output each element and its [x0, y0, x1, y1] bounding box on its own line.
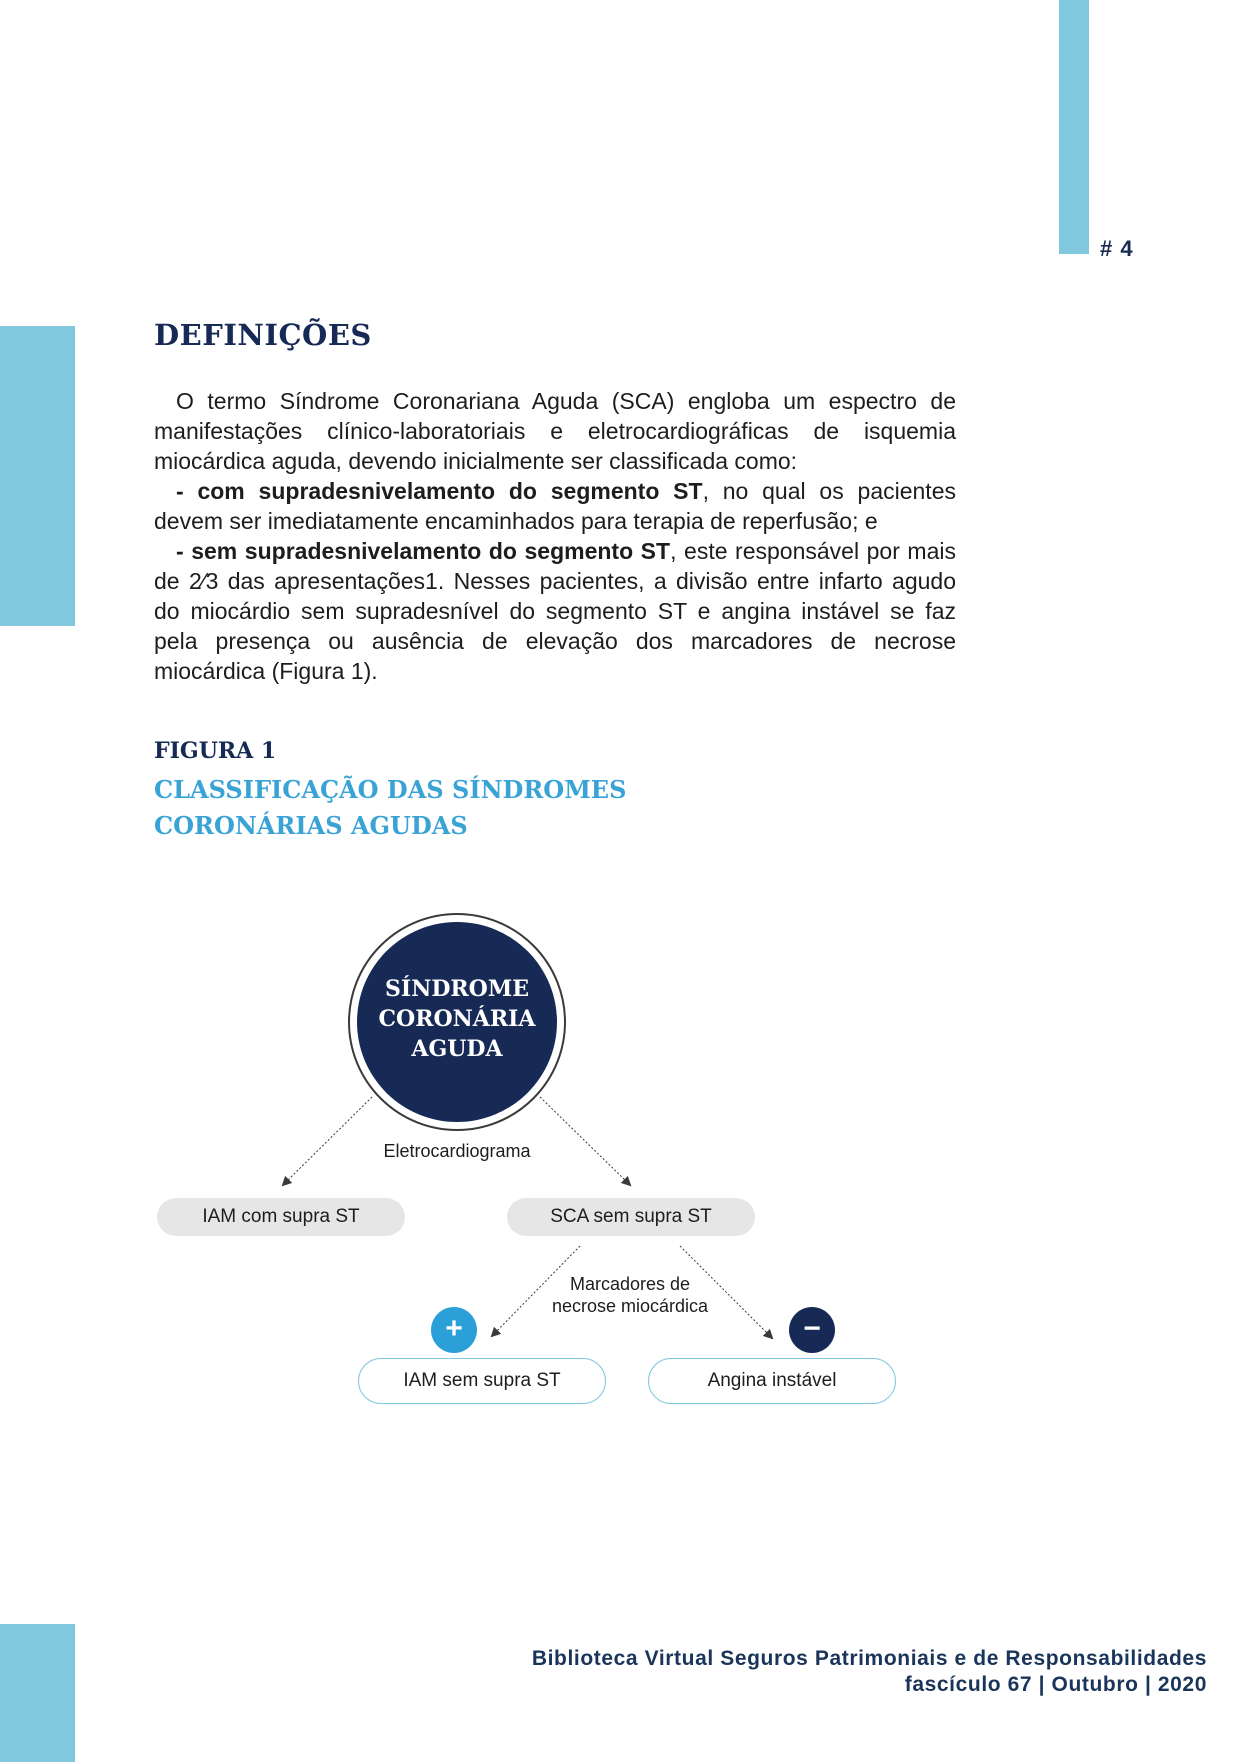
ecg-edge-label: Eletrocardiograma	[383, 1141, 531, 1161]
figure-label: FIGURA 1	[154, 738, 277, 764]
item1-bold: - com supradesnivelamento do segmento ST	[176, 478, 703, 504]
minus-icon: −	[789, 1307, 835, 1353]
edge-root-left	[283, 1097, 372, 1185]
item1-text: , no qual os pacientes devem ser imediatamente encaminhados para terapia de reperfusão; e	[154, 478, 956, 534]
node-sca-sem-supra: SCA sem supra ST	[507, 1198, 755, 1236]
page-number: # 4	[1100, 236, 1134, 261]
plus-icon: +	[431, 1307, 477, 1353]
intro-paragraph: O termo Síndrome Coronariana Aguda (SCA) engloba um espectro de manifestações clínico-laboratoriais e eletrocardiográficas de isquemia miocárdica aguda, devendo inicialmente ser classificada como:	[154, 388, 956, 474]
edge-root-right	[540, 1097, 630, 1185]
section-title: DEFINIÇÕES	[154, 318, 372, 352]
figure-title: CLASSIFICAÇÃO DAS SÍNDROMES CORONÁRIAS AGUDAS	[154, 775, 627, 840]
item2-bold: - sem supradesnivelamento do segmento ST	[176, 538, 671, 564]
footer-publication: Biblioteca Virtual Seguros Patrimoniais e de Responsabilidades	[531, 1647, 1207, 1670]
item2-text: , este responsável por mais de 2⁄3 das apresentações1. Nesses pacientes, a divisão entre infarto agudo do miocárdio sem supradesnível do segmento ST e angina instável se faz pela presença ou ausência de elevação dos marcadores de necrose miocárdica (Figura 1).	[154, 538, 956, 684]
markers-edge-label: Marcadores de necrose miocárdica	[551, 1274, 709, 1316]
leaf-iam-sem-supra: IAM sem supra ST	[358, 1358, 606, 1404]
footer	[532, 1646, 1207, 1698]
leaf-angina-instavel: Angina instável	[648, 1358, 896, 1404]
node-iam-com-supra: IAM com supra ST	[157, 1198, 405, 1236]
footer-issue: fascículo 67 | Outubro | 2020	[904, 1673, 1207, 1696]
root-node-label: SÍNDROME CORONÁRIA AGUDA	[378, 976, 536, 1062]
